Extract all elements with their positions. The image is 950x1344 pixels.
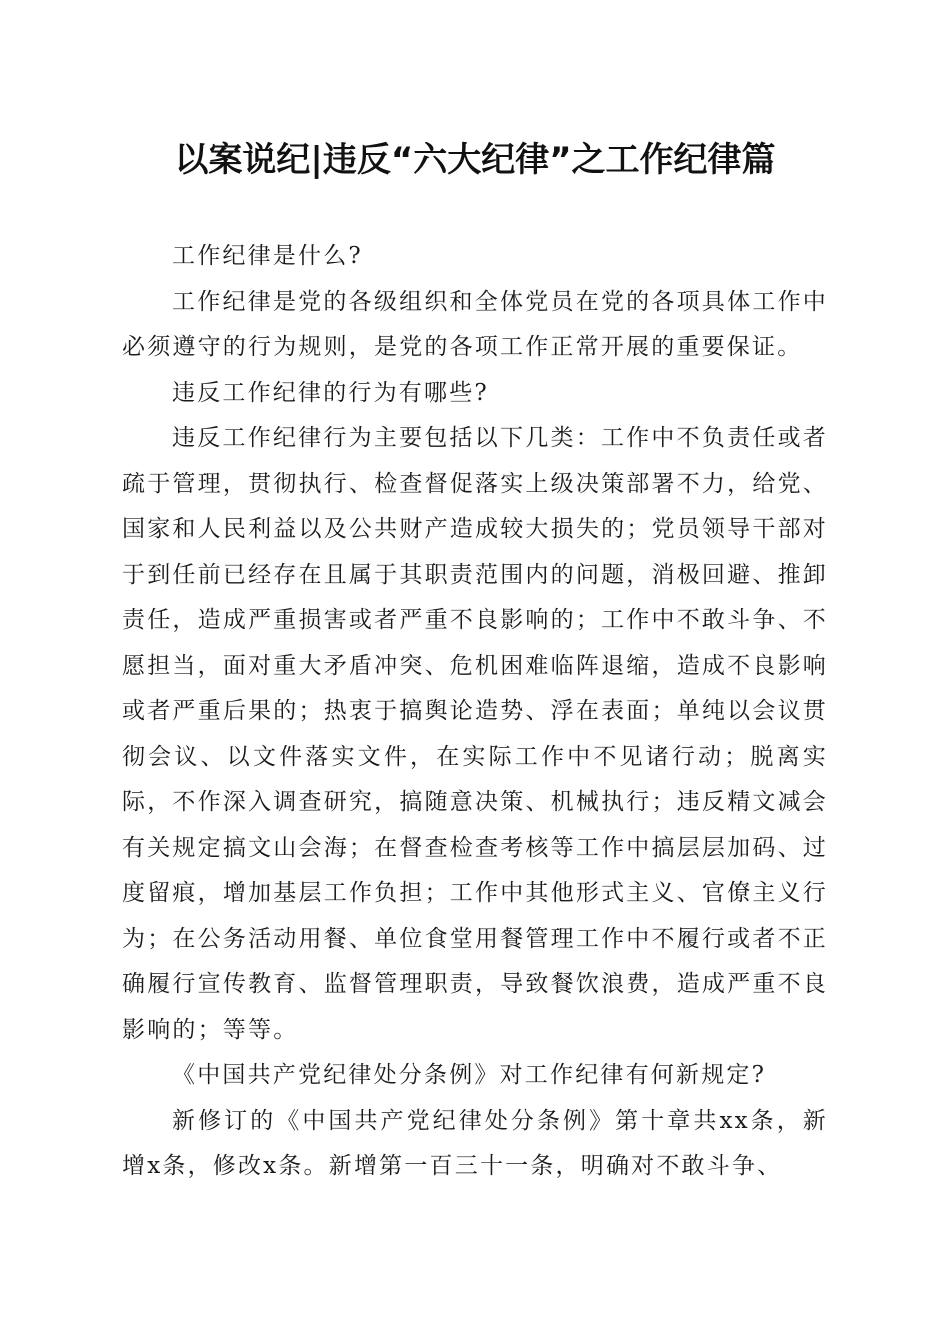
paragraph-question-new-rules: 《中国共产党纪律处分条例》对工作纪律有何新规定? xyxy=(172,1062,767,1088)
paragraph-definition: 工作纪律是党的各级组织和全体党员在党的各项具体工作中必须遵守的行为规则，是党的各项工作正常开展的重要保证。 xyxy=(122,288,828,360)
paragraph-violations-list: 违反工作纪律行为主要包括以下几类：工作中不负责任或者疏于管理，贯彻执行、检查督促落实上级决策部署不力，给党、国家和人民利益以及公共财产造成较大损失的；党员领导干部对于到任前已经存在且属于其职责范围内的问题，消极回避、推卸责任，造成严重损害或者严重不良影响的；工作中不敢斗争、不愿担当，面对重大矛盾冲突、危机困难临阵退缩，造成不良影响或者严重后果的；热衷于搞舆论造势、浮在表面；单纯以会议贯彻会议、以文件落实文件，在实际工作中不见诸行动；脱离实际，不作深入调查研究，搞随意决策、机械执行；违反精文减会有关规定搞文山会海；在督查检查考核等工作中搞层层加码、过度留痕，增加基层工作负担；工作中其他形式主义、官僚主义行为；在公务活动用餐、单位食堂用餐管理工作中不履行或者不正确履行宣传教育、监督管理职责，导致餐饮浪费，造成严重不良影响的；等等。 xyxy=(122,425,828,1043)
document-title: 以案说纪|违反“六大纪律”之工作纪律篇 xyxy=(174,140,776,180)
paragraph-question-what: 工作纪律是什么? xyxy=(172,243,363,269)
paragraph-question-violations: 违反工作纪律的行为有哪些? xyxy=(172,379,489,406)
document-body xyxy=(122,234,828,1190)
paragraph-new-rules: 新修订的《中国共产党纪律处分条例》第十章共xx条，新增x条，修改x条。新增第一百三十一条，明确对不敢斗争、 xyxy=(122,1107,828,1179)
